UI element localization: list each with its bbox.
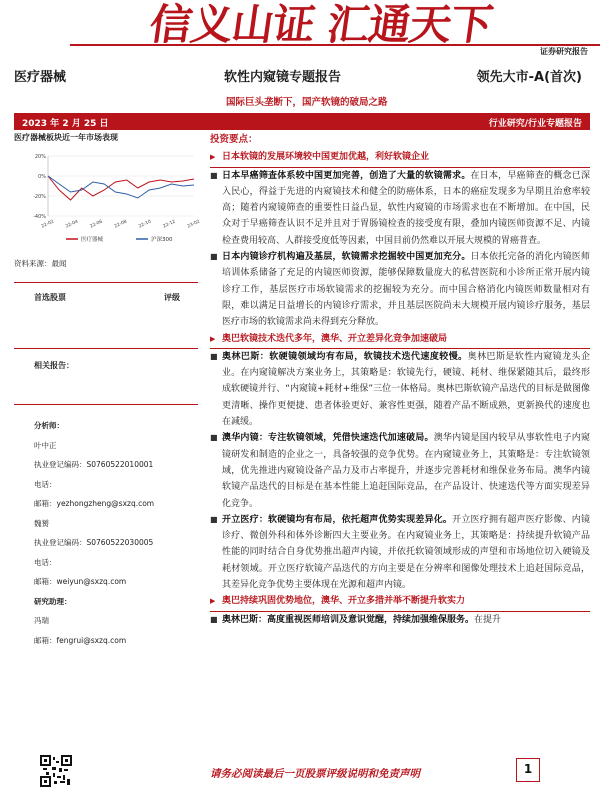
qr-code-icon[interactable] — [40, 755, 72, 787]
x-tick-label: 22-04 — [65, 219, 80, 230]
paragraph — [210, 249, 590, 330]
company-slogan: 信义山证 汇通天下 — [146, 0, 496, 49]
x-tick-label: 23-02 — [186, 219, 201, 230]
rating-col-label: 评级 — [164, 293, 180, 302]
divider — [14, 282, 198, 283]
paragraph-lead: 奥林巴斯：高度重视医师培训及意识觉醒，持续加强维保服务。 — [222, 614, 475, 625]
analyst-email[interactable]: 邮箱：weiyun@sxzq.com — [34, 577, 127, 586]
y-tick-label: -40% — [33, 214, 46, 220]
top-picks-label: 首选股票 — [34, 293, 66, 302]
divider — [14, 404, 198, 405]
analyst-phone: 电话： — [34, 557, 57, 567]
y-tick-label: 0% — [38, 174, 46, 180]
analyst-block — [34, 416, 204, 650]
chart-source: 资料来源：最闻 — [14, 259, 67, 268]
x-tick-label: 22-08 — [113, 219, 128, 230]
chart-heading: 医疗器械板块近一年市场表现 — [14, 133, 118, 142]
report-subtitle: 国际巨头垄断下，国产软镜的破局之路 — [226, 97, 388, 108]
report-category: 证券研究报告 — [540, 47, 588, 56]
analyst-email[interactable]: 邮箱：yezhongzheng@sxzq.com — [34, 499, 155, 508]
rating-label: 领先大市-A(首次) — [476, 70, 582, 85]
assistant-label: 研究助理： — [34, 596, 72, 606]
paragraph-lead: 日本早癌筛查体系较中国更加完善，创造了大量的软镜需求。 — [222, 170, 471, 181]
paragraph — [210, 512, 590, 593]
industry-label: 医疗器械 — [14, 70, 67, 85]
paragraph-lead: 日本内镜诊疗机构遍及基层，软镜需求挖掘较中国更加充分。 — [222, 252, 471, 263]
report-type: 行业研究/行业专题报告 — [488, 119, 582, 129]
date-bar — [14, 113, 590, 130]
analyst-cert: 执业登记编码：S0760522030005 — [34, 538, 154, 547]
report-title: 软性内窥镜专题报告 — [224, 70, 342, 85]
paragraph-text: 日本依托完备的消化内镜医师培训体系储备了充足的内镜医师资源，能够保障数量庞大的私营医院和小诊所正常开展内镜诊疗工作，基层医疗市场软镜需求的挖掘较为充分。而中国合格消化内镜医师数量相对有限，难以满足日益增长的内镜诊疗需求，并且基层医院尚未大规模开展内镜诊疗服务，基层医疗市场的软镜需求尚未得到充分释放。 — [222, 252, 590, 328]
y-tick-label: 20% — [34, 154, 46, 160]
performance-chart — [26, 148, 201, 248]
paragraph-text: 澳华内镜是国内较早从事软性电子内窥镜研发和制造的企业之一，具备较强的竞争优势。在内窥镜业务上，其策略是：专注软镜领域，优先推进内窥镜设备产品力及市占率提升，并逐步完善耗材和维保业务布局。澳华内镜软镜产品迭代的目标是在基本性能上追赶国际竞品，在产品设计、快速迭代等方面实现差异化竞争。 — [222, 433, 590, 509]
legend-label: 沪深300 — [151, 237, 173, 243]
paragraph — [210, 612, 590, 628]
analyst-cert: 执业登记编码：S0760522010001 — [34, 460, 154, 469]
paragraph-lead: 澳华内镜：专注软镜领域，凭借快速迭代加速破局。 — [222, 433, 434, 444]
paragraph-lead: 开立医疗：软硬镜均有布局，依托超声优势实现差异化。 — [222, 514, 453, 525]
analysts-label: 分析师： — [34, 421, 64, 430]
title-row — [14, 66, 590, 88]
section-title: 投资要点： — [210, 134, 258, 145]
page-number: 1 — [516, 758, 540, 782]
highlight-heading: ▶ 奥巴持续巩固优势地位，澳华、开立多措并举不断提升软实力 — [210, 593, 590, 609]
highlight-heading: ▶ 日本软镜的发展环境较中国更加优越，利好软镜企业 — [210, 149, 590, 165]
assistant-email[interactable]: 邮箱：fengrui@sxzq.com — [34, 635, 127, 645]
page-footer — [0, 752, 600, 800]
disclaimer-note: 请务必阅读最后一页股票评级说明和免责声明 — [210, 768, 420, 780]
paragraph — [210, 349, 590, 430]
paragraph-lead: 奥林巴斯：软硬镜领域均有布局，软镜技术迭代速度较慢。 — [222, 351, 468, 362]
analyst-name: 魏赟 — [34, 518, 49, 528]
related-reports-label: 相关报告： — [34, 361, 74, 370]
x-tick-label: 22-06 — [89, 219, 104, 230]
assistant-name: 冯瑞 — [34, 616, 49, 625]
series-line — [48, 176, 194, 200]
paragraph-text: 开立医疗拥有超声医疗影像、内镜诊疗、微创外科和体外诊断四大主要业务。在内窥镜业务上，其策略是：持续提升软镜产品性能的同时结合自身优势推出超声内镜，并依托软镜领域形成的声望和市场地位切入硬镜及耗材领域。开立医疗软镜产品迭代的方向主要是在分辨率和图像处理技术上追赶国际竞品，其差异化竞争优势主要体现在光源和超声内镜。 — [222, 514, 590, 591]
sidebar — [14, 132, 201, 752]
divider — [14, 348, 198, 349]
series-line — [48, 176, 194, 198]
paragraph-text: 奥林巴斯是软性内窥镜龙头企业。在内窥镜解决方案业务上，其策略是：软镜先行，硬镜、耗材、维保紧随其后，最终形成软硬镜并行、“内窥镜+耗材+维保”三位一体格局。奥林巴斯软镜产品迭代的目标是做图像更清晰、操作更便捷、患者体验更好、兼容性更强，随着产品不断成熟，更新换代的速度也在减缓。 — [222, 351, 590, 428]
paragraph-text: 在提升 — [474, 614, 502, 625]
x-tick-label: 22-10 — [138, 219, 153, 230]
header-banner — [0, 0, 600, 58]
highlight-heading: ▶ 奥巴软镜技术迭代多年，澳华、开立差异化竞争加速破局 — [210, 331, 590, 347]
paragraph — [210, 430, 590, 511]
analyst-phone: 电话： — [34, 479, 57, 489]
report-date: 2023 年 2 月 25 日 — [22, 119, 109, 129]
paragraph — [210, 168, 590, 249]
main-content — [210, 132, 590, 752]
analyst-name: 叶中正 — [34, 440, 57, 450]
x-tick-label: 22-12 — [162, 219, 177, 230]
x-tick-label: 22-02 — [40, 219, 55, 230]
legend-label: 医疗器械 — [81, 237, 104, 243]
y-tick-label: -20% — [33, 194, 46, 200]
paragraph-text: 在日本，早癌筛查的概念已深入民心，得益于先进的内窥镜技术和健全的防癌体系，日本的癌症发现多为早期且治愈率较高；随着内窥镜筛查的重要性日益凸显，软性内窥镜的市场需求也在不断增加。在中国，民众对于早癌筛查认识不足并且对于胃肠镜检查的接受度有限，叠加内镜医师资源不足、内镜检查费用较高、人群接受度低等因素，中国目前仍然难以开展大规模的胃癌普查。 — [222, 170, 590, 246]
